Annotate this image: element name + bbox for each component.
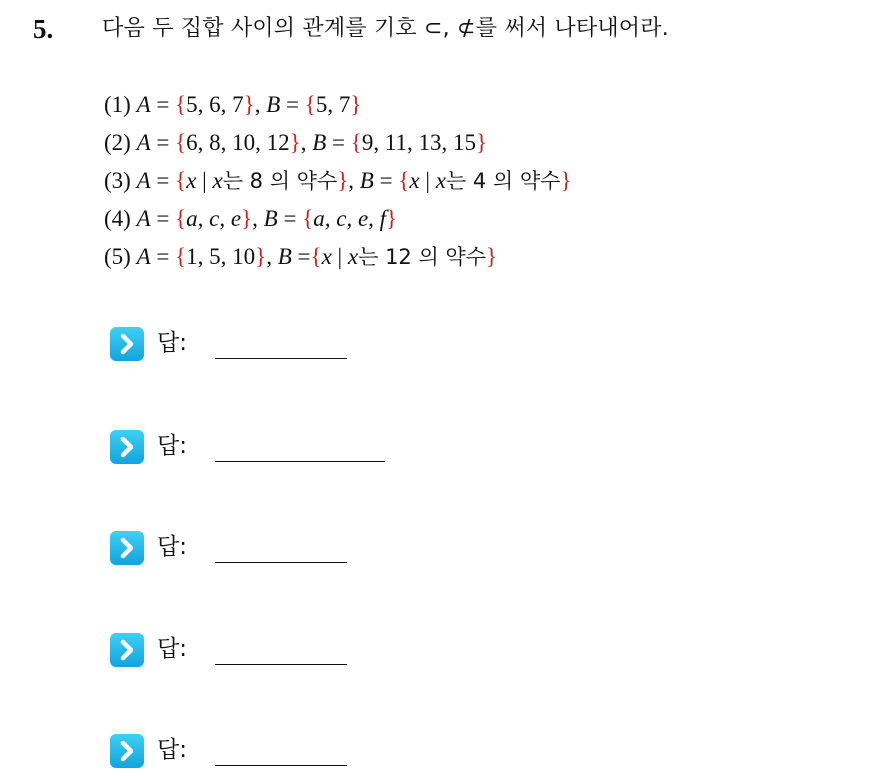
open-brace: {	[175, 206, 187, 231]
set-a-var2: x	[212, 168, 223, 193]
item-label: (3)	[104, 168, 131, 193]
set-b-sep: |	[419, 168, 436, 193]
open-brace: {	[310, 244, 322, 269]
set-a-elements: 5, 6, 7	[186, 92, 244, 117]
set-a-elements: 6, 8, 10, 12	[186, 130, 290, 155]
set-b-var: x	[321, 244, 332, 269]
open-brace: {	[350, 130, 362, 155]
set-b-var2: x	[347, 244, 359, 269]
answer-blank-2[interactable]	[215, 461, 385, 462]
set-a-var: x	[186, 168, 197, 193]
set-a-name: A	[136, 92, 151, 117]
chevron-right-icon	[110, 327, 144, 361]
item-label: (4)	[104, 206, 131, 231]
set-b-condition: 는 4 의 약수	[445, 169, 561, 193]
close-brace: }	[486, 244, 498, 269]
set-a-name: A	[136, 206, 151, 231]
answer-row-5	[110, 734, 410, 768]
open-brace: {	[175, 92, 187, 117]
set-a-elements: 1, 5, 10	[186, 244, 256, 269]
close-brace: }	[337, 168, 349, 193]
set-a-name: A	[136, 244, 151, 269]
answer-label: 답:	[157, 330, 187, 356]
set-b-sep: |	[331, 244, 348, 269]
answer-blank-5[interactable]	[215, 765, 347, 766]
chevron-right-icon	[110, 734, 144, 768]
set-b-var2: x	[435, 168, 446, 193]
close-brace: }	[289, 130, 301, 155]
chevron-right-icon	[110, 633, 144, 667]
set-b-name: B	[312, 130, 327, 155]
item-label: (5)	[104, 244, 131, 269]
problem-item-1: (1) A = {5, 6, 7}, B = {5, 7}	[104, 92, 362, 117]
set-a-name: A	[136, 168, 151, 193]
close-brace: }	[386, 206, 398, 231]
open-brace: {	[175, 130, 187, 155]
set-b-condition: 는 12 의 약수	[358, 245, 487, 269]
close-brace: }	[350, 92, 362, 117]
close-brace: }	[241, 206, 253, 231]
answer-row-3	[110, 531, 410, 565]
answer-row-4	[110, 633, 410, 667]
answer-blank-3[interactable]	[215, 562, 347, 563]
chevron-right-icon	[110, 430, 144, 464]
problem-item-4: (4) A = {a, c, e}, B = {a, c, e, f}	[104, 206, 398, 231]
set-b-elements: 9, 11, 13, 15	[361, 130, 476, 155]
open-brace: {	[302, 206, 314, 231]
item-label: (1)	[104, 92, 131, 117]
answer-label: 답:	[157, 737, 187, 763]
set-a-condition: 는 8 의 약수	[222, 169, 338, 193]
set-b-elements: 5, 7	[315, 92, 351, 117]
set-b-name: B	[359, 168, 374, 193]
set-a-sep: |	[196, 168, 213, 193]
problem-item-3: (3) A = {x | x는 8 의 약수}, B = {x | x는 4 의 약수}	[104, 168, 572, 193]
answer-label: 답:	[157, 534, 187, 560]
close-brace: }	[243, 92, 255, 117]
set-b-name: B	[266, 92, 281, 117]
open-brace: {	[175, 168, 187, 193]
set-a-name: A	[136, 130, 151, 155]
open-brace: {	[398, 168, 410, 193]
set-b-name: B	[263, 206, 278, 231]
answer-row-2	[110, 430, 410, 464]
problem-item-5: (5) A = {1, 5, 10}, B ={x | x는 12 의 약수}	[104, 244, 498, 269]
open-brace: {	[304, 92, 316, 117]
set-b-var: x	[409, 168, 420, 193]
answer-blank-4[interactable]	[215, 664, 347, 665]
close-brace: }	[475, 130, 488, 155]
answer-label: 답:	[157, 636, 187, 662]
set-b-elements: a, c, e, f	[313, 206, 387, 231]
open-brace: {	[175, 244, 187, 269]
question-number: 5.	[33, 14, 54, 44]
problem-list	[104, 90, 572, 280]
answer-row-1	[110, 327, 410, 361]
chevron-right-icon	[110, 531, 144, 565]
close-brace: }	[560, 168, 572, 193]
question-text: 다음 두 집합 사이의 관계를 기호 ⊂, ⊄를 써서 나타내어라.	[102, 16, 669, 41]
answer-label: 답:	[157, 433, 187, 459]
item-label: (2)	[104, 130, 131, 155]
close-brace: }	[255, 244, 267, 269]
answer-blank-1[interactable]	[215, 358, 347, 359]
set-a-elements: a, c, e	[186, 206, 242, 231]
set-b-name: B	[277, 244, 292, 269]
problem-item-2: (2) A = {6, 8, 10, 12}, B = {9, 11, 13, 15}	[104, 130, 488, 155]
